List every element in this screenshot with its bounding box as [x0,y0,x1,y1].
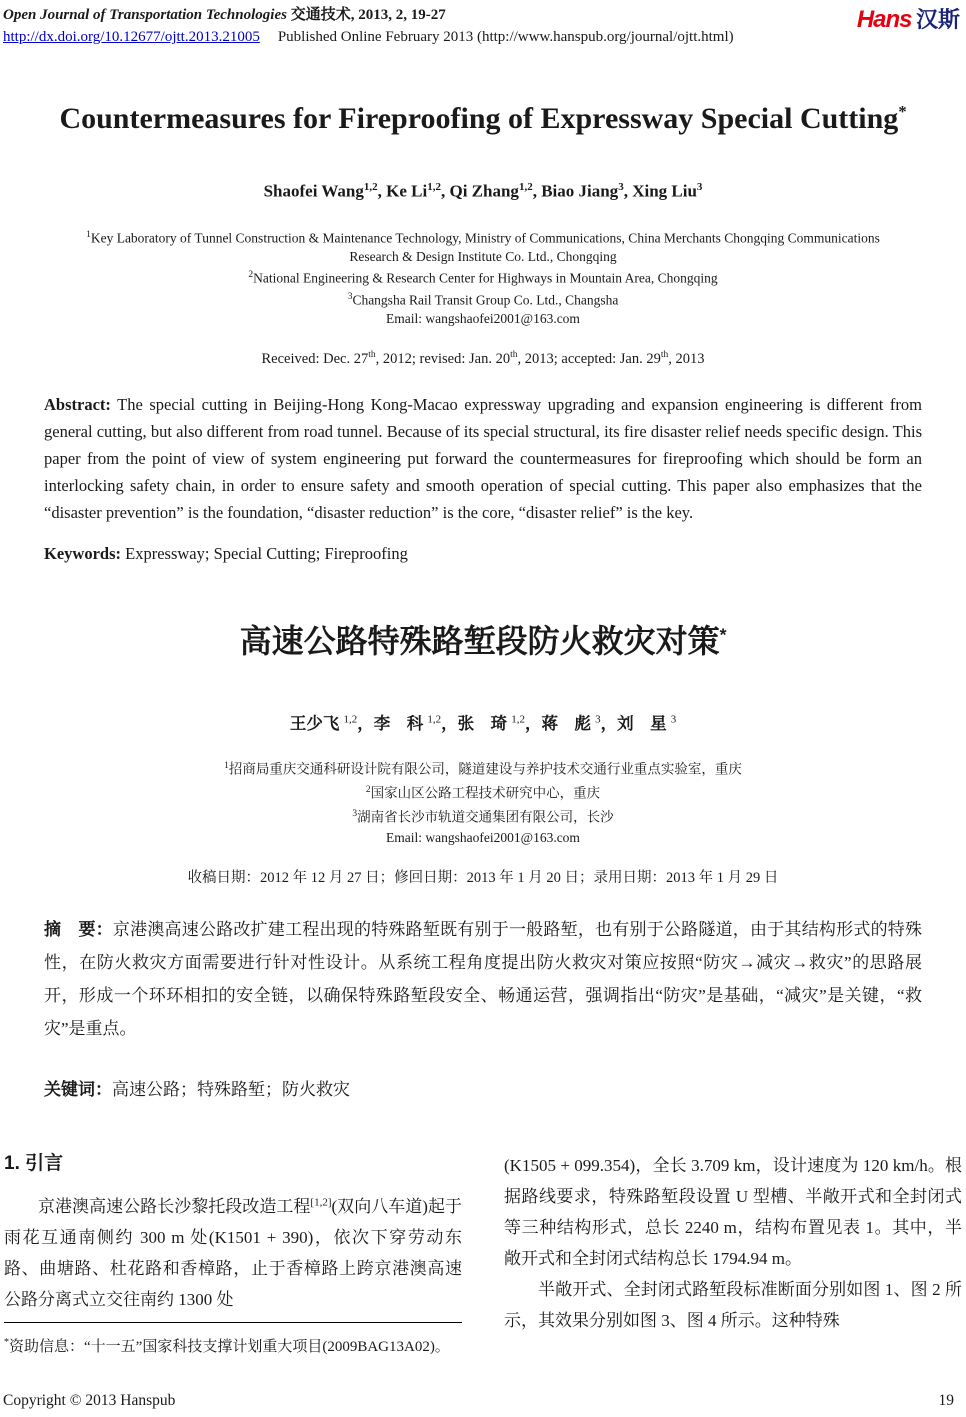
author-cn-name: ，蒋 彪 [524,714,596,734]
published-online-text: Published Online February 2013 (http://www.hanspub.org/journal/ojtt.html) [277,29,734,45]
affiliation-cn-sup: 1 [224,761,229,772]
abstract-cn [44,913,922,1045]
section-1-heading: 1. 引言 [4,1152,64,1174]
funding-footnote [4,1322,462,1362]
affiliation-cn-sup: 2 [365,785,371,796]
affiliation-cn-line [0,756,966,780]
doi-line [3,26,962,48]
received-sup: th [510,349,518,360]
journal-title-en: Open Journal of Transportation Technologies [3,7,287,23]
page-footer [3,1392,954,1410]
author-cn-sup: 1,2 [511,713,525,726]
keywords-en-label: Keywords: [44,544,121,564]
intro-text: 京港澳高速公路长沙黎托段改造工程 [38,1196,311,1216]
email-line-en: Email: wangshaofei2001@163.com [386,311,580,327]
author-name: , Qi Zhang [440,181,519,201]
citation-ref: [1,2] [310,1196,332,1209]
body-paragraph-1: (K1505 + 099.354)，全长 3.709 km，设计速度为 120 km/h。根据路线要求，特殊路堑段设置 U 型槽、半敞开式和全封闭式等三种结构形式，总长 2240 m，结构布置见表 1。其中，半敞开式和全封闭式结构总长 1794.94 m。 [504,1155,962,1268]
affiliation-cn-text: 招商局重庆交通科研设计院有限公司，隧道建设与养护技术交通行业重点实验室，重庆 [228,761,742,777]
doi-link[interactable]: http://dx.doi.org/10.12677/ojtt.2013.21005 [3,29,260,45]
left-column [4,1144,462,1362]
author-cn-name: ，张 琦 [441,714,512,734]
author-cn-name: ，刘 星 [600,714,671,734]
journal-line [3,4,962,26]
author-name: , Biao Jiang [532,181,619,201]
received-sup: th [660,349,669,360]
author-cn-name: 王少飞 [289,714,344,734]
author-cn-sup: 1,2 [427,713,442,726]
affiliation-cn-sup: 3 [352,809,358,820]
authors-cn [0,710,966,734]
affiliation-cn-text: 国家山区公路工程技术研究中心，重庆 [370,785,601,801]
author-cn-sup: 3 [670,713,677,726]
keywords-cn-text: 高速公路；特殊路堑；防火救灾 [112,1079,350,1099]
paper-title-cn [0,616,966,662]
author-name: , Ke Li [377,181,428,201]
body-paragraph-2: 半敞开式、全封闭式路堑段标准断面分别如图 1、图 2 所示，其效果分别如图 3、图 4 所示。这种特殊 [504,1279,962,1330]
received-text: , 2012; revised: Jan. 20 [375,350,511,367]
received-line [0,350,966,368]
hans-logo-latin: Hans [856,6,912,33]
copyright-text: Copyright © 2013 Hanspub [3,1392,176,1409]
keywords-cn-label: 关键词： [44,1079,112,1099]
affiliation-text: National Engineering & Research Center for Highways in Mountain Area, Chongqing [253,270,718,286]
email-line-cn: Email: wangshaofei2001@163.com [386,830,580,846]
affiliations-en [60,226,906,329]
intro-text: (双向八车道)起于雨花互通南侧约 300 m 处(K1501 + 390)，依次下穿劳动东路、曲塘路、杜花路和香樟路，止于香樟路上跨京港澳高速公路分离式立交往南约 1300 处 [4,1196,463,1309]
hans-logo-cn: 汉斯 [915,7,960,32]
title-asterisk: * [898,102,907,121]
abstract-en-text: The special cutting in Beijing-Hong Kong-Macao expressway upgrading and expansion engineering is different from general cutting, but also different from road tunnel. Because of its special structural, its fire disaster relief needs specific design. This paper from the point of view of system engineering put forward the countermeasures for fireproofing which should be form an interlocking safety chain, in order to ensure safety and smooth operation of special cutting. This paper also emphasizes that the “disaster prevention” is the foundation, “disaster reduction” is the core, “disaster relief” is the key. [44,395,922,523]
affiliation-line [60,288,906,310]
affiliations-cn [0,756,966,849]
intro-paragraph [4,1191,462,1315]
affiliation-sup: 3 [347,292,353,303]
author-sup: 1,2 [363,181,378,193]
dates-cn-line: 收稿日期：2012 年 12 月 27 日；修回日期：2013 年 1 月 20 日；录用日期：2013 年 1 月 29 日 [187,869,779,886]
author-cn-sup: 3 [595,713,601,726]
abstract-cn-text: 京港澳高速公路改扩建工程出现的特殊路堑既有别于一般路堑，也有别于公路隧道，由于其结构形式的特殊性，在防火救灾方面需要进行针对性设计。从系统工程角度提出防火救灾对策应按照“防灾→减灾→救灾”的思路展开，形成一个环环相扣的安全链，以确保特殊路堑段安全、畅通运营，强调指出“防灾”是基础，“减灾”是关键，“救灾”是重点。 [44,919,923,1038]
author-name: , Xing Liu [623,181,697,201]
affiliation-line [60,266,906,288]
footnote-asterisk: * [4,1336,9,1348]
paper-title-cn-text: 高速公路特殊路堑段防火救灾对策 [239,623,720,660]
affiliation-sup: 2 [248,270,254,281]
author-cn-name: ，李 科 [357,714,428,734]
affiliation-text: Changsha Rail Transit Group Co. Ltd., Changsha [352,292,619,308]
received-sup: th [368,349,376,360]
abstract-en [44,391,922,526]
journal-title-cn: 交通技术, 2013, 2, 19-27 [286,7,446,23]
affiliation-text: Key Laboratory of Tunnel Construction & Maintenance Technology, Ministry of Communications, China Merchants Chongqing Communications Research & Design Institute Co. Ltd., Chongqing [90,230,880,264]
footnote-text: 资助信息：“十一五”国家科技支撑计划重大项目(2009BAG13A02)。 [9,1338,450,1355]
affiliation-line [60,226,906,267]
affiliation-sup: 1 [86,229,91,240]
received-text: Received: Dec. 27 [261,350,369,367]
affiliation-cn-line [0,780,966,804]
right-column [504,1144,962,1362]
paper-title-en [44,92,922,139]
two-column-body [4,1144,962,1362]
author-sup: 1,2 [427,181,441,193]
author-sup: 1,2 [518,181,533,193]
paper-title-en-text: Countermeasures for Fireproofing of Expressway Special Cutting [59,102,899,135]
keywords-cn [44,1075,922,1100]
page-header [0,0,966,48]
keywords-en [44,544,922,564]
hans-logo [857,3,960,34]
author-sup: 3 [696,181,703,193]
received-text: , 2013 [668,350,705,367]
keywords-en-text: Expressway; Special Cutting; Fireproofing [121,544,408,564]
title-cn-asterisk: * [719,624,727,645]
affiliation-cn-line [0,804,966,828]
authors-en [0,181,966,202]
author-sup: 3 [618,181,624,193]
page-number: 19 [938,1392,954,1409]
abstract-cn-label: 摘 要： [44,919,113,939]
author-cn-sup: 1,2 [343,713,358,726]
author-name: Shaofei Wang [263,181,364,201]
received-text: , 2013; accepted: Jan. 29 [517,350,661,367]
affiliation-cn-text: 湖南省长沙市轨道交通集团有限公司，长沙 [357,809,614,825]
abstract-en-label: Abstract: [44,395,111,415]
